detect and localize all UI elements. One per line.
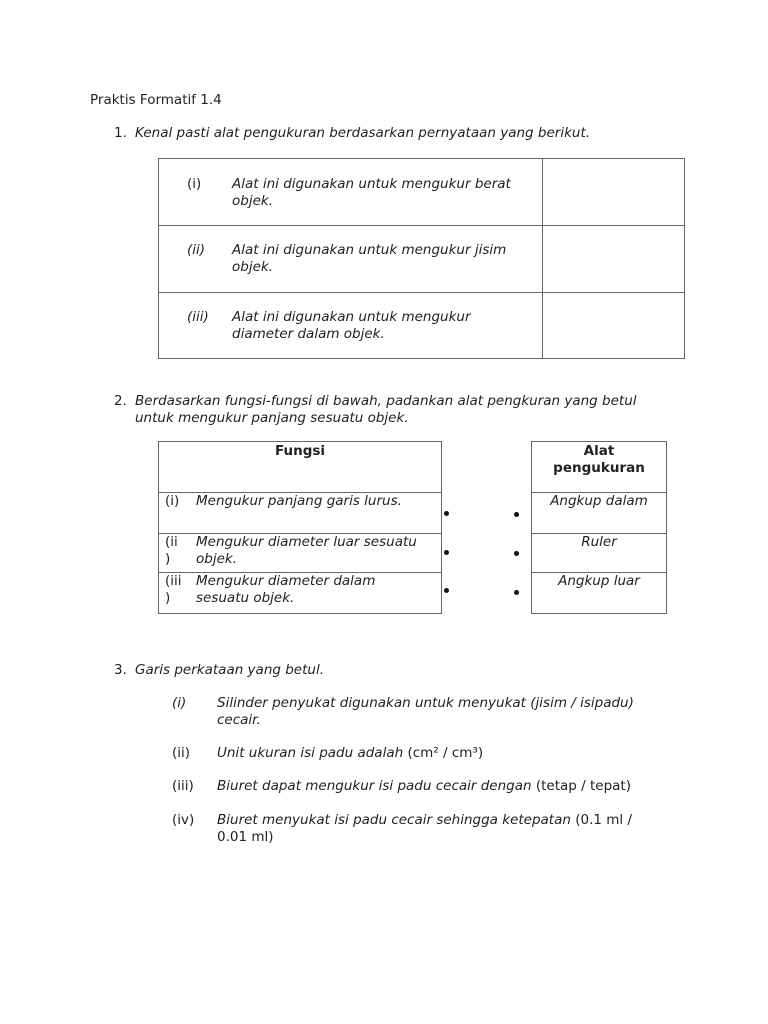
q3-item-statement: Unit ukuran isi padu adalah xyxy=(217,745,408,761)
q2-tool-text: Angkup dalam xyxy=(550,493,648,509)
q3-item-number: (iii) xyxy=(172,778,194,794)
q2-function-number-cont: ) xyxy=(165,551,171,567)
q2-function-number: (ii xyxy=(165,534,178,550)
q2-function-text-cont: sesuatu objek. xyxy=(196,590,295,606)
q3-item-text: Silinder penyukat digunakan untuk menyukat (jisim / isipadu) xyxy=(217,695,634,711)
q1-row-text: Alat ini digunakan untuk mengukur diameter dalam objek. xyxy=(232,309,471,342)
q3-item-number: (ii) xyxy=(172,745,191,761)
q3-item-text-cont: 0.01 ml) xyxy=(217,829,274,845)
q1-row-number: (ii) xyxy=(187,242,206,258)
q2-tool-text: Angkup luar xyxy=(558,573,640,589)
q3-item-text xyxy=(217,812,657,829)
q1-table xyxy=(158,158,685,359)
q2-prompt-line1: Berdasarkan fungsi-fungsi di bawah, padankan alat pengkuran yang betul xyxy=(135,393,637,409)
q2-function-text-cont: objek. xyxy=(196,551,237,567)
q2-function-number: (i) xyxy=(165,493,180,509)
q1-row-divider xyxy=(159,292,684,293)
q2-right-match-dot[interactable] xyxy=(514,551,519,556)
q2-left-match-dot[interactable] xyxy=(444,511,449,516)
q3-item-statement: Biuret dapat mengukur isi padu cecair dengan xyxy=(217,778,536,794)
q3-item-choices: (cm² / cm³) xyxy=(407,745,484,761)
q2-tools-table xyxy=(531,441,667,614)
q3-item-choices: (tetap / tepat) xyxy=(535,778,631,794)
q2-right-match-dot[interactable] xyxy=(514,590,519,595)
q2-function-text: Mengukur diameter luar sesuatu xyxy=(196,534,417,550)
q1-row-number: (i) xyxy=(187,176,202,192)
q2-left-match-dot[interactable] xyxy=(444,550,449,555)
q3-number: 3. xyxy=(114,662,127,678)
q3-item-text xyxy=(217,745,657,762)
q3-prompt: Garis perkataan yang betul. xyxy=(135,662,325,678)
q2-function-text: Mengukur panjang garis lurus. xyxy=(196,493,402,509)
q2-tools-header: Alat xyxy=(583,443,615,459)
page-title: Praktis Formatif 1.4 xyxy=(90,92,222,108)
q2-functions-table xyxy=(158,441,442,614)
q2-right-match-dot[interactable] xyxy=(514,512,519,517)
q1-row-text: Alat ini digunakan untuk mengukur berat objek. xyxy=(232,176,511,209)
q2-number: 2. xyxy=(114,393,127,409)
q2-left-match-dot[interactable] xyxy=(444,588,449,593)
q2-tool-text: Ruler xyxy=(581,534,617,550)
q3-item-text-cont: cecair. xyxy=(217,712,261,728)
q1-column-divider xyxy=(542,159,543,358)
q1-number: 1. xyxy=(114,125,127,141)
q1-prompt: Kenal pasti alat pengukuran berdasarkan pernyataan yang berikut. xyxy=(135,125,591,141)
q2-tools-header-cont: pengukuran xyxy=(553,460,645,476)
q1-row-divider xyxy=(159,225,684,226)
q2-prompt-line2: untuk mengukur panjang sesuatu objek. xyxy=(135,410,409,426)
q3-item-number: (i) xyxy=(172,695,187,711)
q3-item-number: (iv) xyxy=(172,812,195,828)
q1-row-text: Alat ini digunakan untuk mengukur jisim objek. xyxy=(232,242,507,275)
q2-function-number-cont: ) xyxy=(165,590,171,606)
q3-item-text xyxy=(217,778,657,795)
q1-row-number: (iii) xyxy=(187,309,209,325)
q2-function-number: (iii xyxy=(165,573,182,589)
q2-functions-header: Fungsi xyxy=(274,443,326,459)
q2-function-text: Mengukur diameter dalam xyxy=(196,573,376,589)
q3-item-statement: Biuret menyukat isi padu cecair sehingga ketepatan xyxy=(217,812,576,828)
q3-item-choices: (0.1 ml / xyxy=(575,812,633,828)
